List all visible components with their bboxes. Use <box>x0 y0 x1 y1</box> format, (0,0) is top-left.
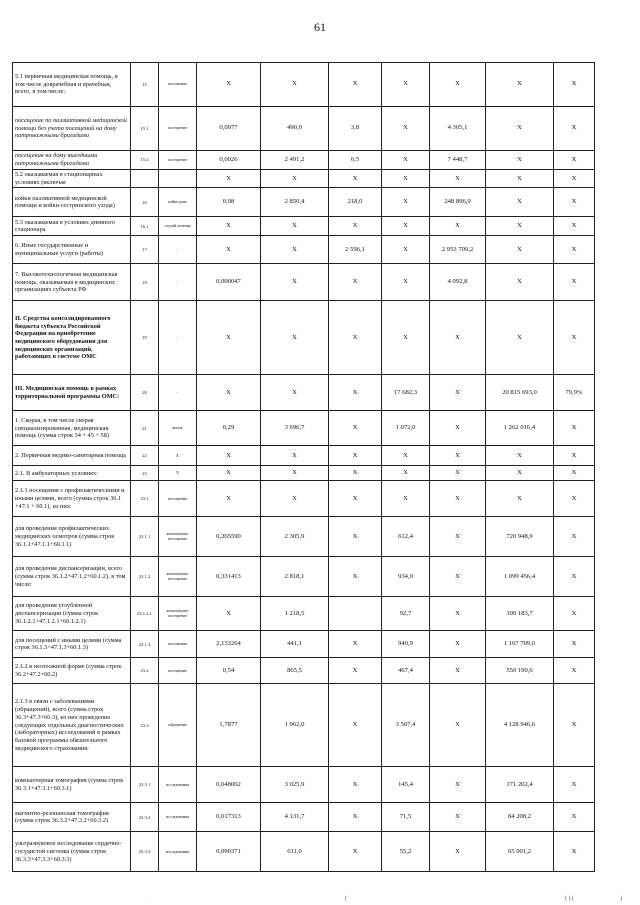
value-cell: X <box>382 264 430 301</box>
unit-cell: комплексное посещение <box>159 597 197 631</box>
row-name-cell: 2.1.3 в связи с заболеваниями (обращений), всего (сумма строк 36.3+47.3+60.3), из них проведение следующих отдельных диагностических (лабораторных) исследований в рамках базовой программы обязательного медицинского страхования: <box>13 684 131 767</box>
unit-cell: - <box>159 264 197 301</box>
value-cell: X <box>430 832 486 872</box>
value-cell: X <box>554 466 595 481</box>
table-row <box>13 446 595 466</box>
footer-mark: ( ) ( <box>565 896 574 902</box>
value-cell: X <box>261 301 329 375</box>
value-cell: X <box>554 264 595 301</box>
row-code-cell: 23.1 <box>131 481 159 517</box>
value-cell: X <box>382 481 430 517</box>
value-cell: X <box>197 301 261 375</box>
unit-cell: вызов <box>159 411 197 446</box>
table-row <box>13 466 595 481</box>
value-cell: 84 208,2 <box>486 803 554 832</box>
row-name-cell: посещение по паллиативной медицинской помощи без учета посещений на дому патронажными бригадами <box>13 107 131 151</box>
value-cell: X <box>197 466 261 481</box>
value-cell: X <box>329 170 382 188</box>
value-cell: X <box>329 631 382 658</box>
row-code-cell: 23.1.2 <box>131 557 159 597</box>
table-row <box>13 236 595 264</box>
row-name-cell: 6. Иные государственные и муниципальные услуги (работы) <box>13 236 131 264</box>
value-cell: 2 953 709,2 <box>430 236 486 264</box>
value-cell: X <box>554 217 595 236</box>
table-row <box>13 107 595 151</box>
table-row <box>13 63 595 107</box>
value-cell: X <box>382 236 430 264</box>
value-cell: X <box>430 481 486 517</box>
row-name-cell: 5.1 первичная медицинская помощь, в том числе доврачебная и врачебная, всего, в том числе: <box>13 63 131 107</box>
value-cell: 2 850,4 <box>261 188 329 217</box>
footer-mark: ( <box>345 896 347 902</box>
value-cell: 2 305,9 <box>261 517 329 557</box>
value-cell: X <box>329 375 382 411</box>
value-cell: 0,29 <box>197 411 261 446</box>
footer-marks <box>0 896 640 904</box>
table-row <box>13 301 595 375</box>
table-row <box>13 803 595 832</box>
value-cell: X <box>554 411 595 446</box>
table-row <box>13 557 595 597</box>
value-cell: 720 948,9 <box>486 517 554 557</box>
unit-cell: X <box>159 446 197 466</box>
value-cell: X <box>486 217 554 236</box>
unit-cell: посещение <box>159 107 197 151</box>
value-cell: 0,0026 <box>197 151 261 170</box>
row-code-cell: 22 <box>131 446 159 466</box>
value-cell: X <box>430 411 486 446</box>
row-code-cell: 23.3 <box>131 684 159 767</box>
row-code-cell: 16.1 <box>131 217 159 236</box>
value-cell: X <box>554 803 595 832</box>
row-code-cell: 15 <box>131 63 159 107</box>
row-code-cell: 18 <box>131 264 159 301</box>
value-cell: X <box>197 446 261 466</box>
value-cell: X <box>329 301 382 375</box>
value-cell: X <box>197 481 261 517</box>
value-cell: 17 682,3 <box>382 375 430 411</box>
value-cell: 55,2 <box>382 832 430 872</box>
value-cell: X <box>329 517 382 557</box>
value-cell: 2,133264 <box>197 631 261 658</box>
table-row <box>13 375 595 411</box>
value-cell: X <box>486 301 554 375</box>
unit-cell: койко-день <box>159 188 197 217</box>
value-cell: X <box>430 767 486 803</box>
table-row <box>13 264 595 301</box>
value-cell: X <box>554 597 595 631</box>
value-cell: X <box>554 236 595 264</box>
unit-cell: комплексное посещение <box>159 517 197 557</box>
unit-cell: посещения <box>159 481 197 517</box>
row-name-cell: 2.1.1 посещения с профилактическими и иными целями, всего (сумма строк 36.1 +47.1 + 60.1), из них: <box>13 481 131 517</box>
value-cell: X <box>261 63 329 107</box>
value-cell: X <box>197 375 261 411</box>
table-row <box>13 684 595 767</box>
value-cell: X <box>197 236 261 264</box>
value-cell: X <box>197 217 261 236</box>
value-cell: X <box>382 170 430 188</box>
value-cell: X <box>554 557 595 597</box>
value-cell: 3,8 <box>329 107 382 151</box>
value-cell: X <box>261 264 329 301</box>
value-cell: X <box>329 63 382 107</box>
value-cell: 1 072,0 <box>382 411 430 446</box>
value-cell: 1 218,5 <box>261 597 329 631</box>
row-name-cell: для проведения диспансеризации, всего (сумма строк 36.1.2+47.1.2+60.1.2), в том числе: <box>13 557 131 597</box>
value-cell: X <box>554 170 595 188</box>
value-cell: 92,7 <box>382 597 430 631</box>
row-code-cell: 23.3.3 <box>131 832 159 872</box>
value-cell: X <box>329 466 382 481</box>
unit-cell: обращение <box>159 684 197 767</box>
value-cell: X <box>430 631 486 658</box>
value-cell: 145,4 <box>382 767 430 803</box>
value-cell: 3 025,9 <box>261 767 329 803</box>
value-cell: 611,0 <box>261 832 329 872</box>
value-cell: 4 092,8 <box>430 264 486 301</box>
value-cell: 865,5 <box>261 658 329 684</box>
unit-cell: исследования <box>159 767 197 803</box>
row-code-cell: 16 <box>131 188 159 217</box>
value-cell: X <box>382 151 430 170</box>
value-cell: X <box>486 446 554 466</box>
value-cell: X <box>329 264 382 301</box>
value-cell <box>329 597 382 631</box>
value-cell: X <box>382 446 430 466</box>
value-cell: X <box>430 375 486 411</box>
row-name-cell: III. Медицинская помощь в рамках территориальной программы ОМС: <box>13 375 131 411</box>
value-cell: 218,0 <box>329 188 382 217</box>
row-name-cell: 5.2 оказываемая в стационарных условиях (включая <box>13 170 131 188</box>
value-cell: 2 491,2 <box>261 151 329 170</box>
value-cell: X <box>554 481 595 517</box>
value-cell: 934,0 <box>382 557 430 597</box>
value-cell: X <box>329 767 382 803</box>
unit-cell: посещение <box>159 151 197 170</box>
value-cell: X <box>430 170 486 188</box>
value-cell: X <box>261 375 329 411</box>
value-cell: 1 107 709,6 <box>486 631 554 658</box>
value-cell: 3 507,4 <box>382 684 430 767</box>
row-code-cell: 15.2 <box>131 151 159 170</box>
value-cell: 0,017313 <box>197 803 261 832</box>
row-code-cell: 23.3.2 <box>131 803 159 832</box>
table-row <box>13 597 595 631</box>
value-cell: X <box>261 446 329 466</box>
table-row <box>13 217 595 236</box>
value-cell: 2 818,1 <box>261 557 329 597</box>
row-code-cell: 17 <box>131 236 159 264</box>
value-cell: 2 596,1 <box>329 236 382 264</box>
value-cell: 248 896,9 <box>430 188 486 217</box>
value-cell: 79,9% <box>554 375 595 411</box>
row-name-cell: II. Средства консолидированного бюджета субъекта Российской Федерации на приобретение медицинского оборудования для медицинских организаций, работающих в системе ОМС <box>13 301 131 375</box>
row-name-cell: 2. Первичная медико-санитарная помощь <box>13 446 131 466</box>
row-name-cell: для посещений с иными целями (сумма строк 36.1.3+47.1.3+60.1.3) <box>13 631 131 658</box>
value-cell: X <box>554 767 595 803</box>
budget-table <box>12 62 595 872</box>
table-row <box>13 832 595 872</box>
value-cell: X <box>554 151 595 170</box>
value-cell: X <box>261 236 329 264</box>
unit-cell: комплексное посещение <box>159 557 197 597</box>
value-cell: X <box>430 446 486 466</box>
value-cell: 0,090371 <box>197 832 261 872</box>
value-cell: X <box>554 631 595 658</box>
row-code-cell: 21 <box>131 411 159 446</box>
row-code-cell: 23.1.2.1 <box>131 597 159 631</box>
value-cell: X <box>430 517 486 557</box>
value-cell: 1 262 016,4 <box>486 411 554 446</box>
value-cell: 467,4 <box>382 658 430 684</box>
value-cell: X <box>554 832 595 872</box>
value-cell: X <box>430 466 486 481</box>
row-code-cell: 20 <box>131 375 159 411</box>
value-cell: X <box>382 107 430 151</box>
value-cell: 20 815 693,0 <box>486 375 554 411</box>
value-cell: X <box>554 107 595 151</box>
unit-cell: - <box>159 301 197 375</box>
value-cell: X <box>486 236 554 264</box>
value-cell: 6,5 <box>329 151 382 170</box>
value-cell: X <box>261 170 329 188</box>
row-name-cell: компьютерная томография (сумма строк 36.3.1+47.3.1+60.3.1) <box>13 767 131 803</box>
unit-cell: исследования <box>159 832 197 872</box>
unit-cell: посещение <box>159 658 197 684</box>
value-cell: X <box>329 658 382 684</box>
row-name-cell: 7. Высокотехнологичная медицинская помощь, оказываемая в медицинских организациях субъекта РФ <box>13 264 131 301</box>
value-cell: 4 305,1 <box>430 107 486 151</box>
table-body <box>13 63 595 872</box>
value-cell: 71,5 <box>382 803 430 832</box>
value-cell: X <box>430 658 486 684</box>
row-name-cell: 2.1.2 в неотложной форме (сумма строк 36.2+47.2+60.2) <box>13 658 131 684</box>
unit-cell: - <box>159 375 197 411</box>
value-cell: X <box>329 217 382 236</box>
table-row <box>13 517 595 557</box>
value-cell: X <box>329 557 382 597</box>
table-row <box>13 767 595 803</box>
row-code-cell: 23.2 <box>131 658 159 684</box>
unit-cell: посещение <box>159 63 197 107</box>
value-cell: 0,000047 <box>197 264 261 301</box>
value-cell: X <box>554 63 595 107</box>
row-code-cell <box>131 170 159 188</box>
value-cell: 3 696,7 <box>261 411 329 446</box>
table-row <box>13 170 595 188</box>
footer-mark: ) <box>620 896 622 902</box>
value-cell: X <box>430 684 486 767</box>
row-name-cell: койки паллиативной медицинской помощи и койки сестринского ухода) <box>13 188 131 217</box>
row-code-cell: 23.3.1 <box>131 767 159 803</box>
row-name-cell: магнитно-резонансная томография (сумма строк 36.3.2+47.3.2+60.3.2) <box>13 803 131 832</box>
table-row <box>13 481 595 517</box>
value-cell: 4 131,7 <box>261 803 329 832</box>
value-cell: X <box>430 803 486 832</box>
value-cell: X <box>486 151 554 170</box>
value-cell: X <box>486 63 554 107</box>
value-cell: X <box>329 684 382 767</box>
value-cell: X <box>329 832 382 872</box>
value-cell: X <box>261 481 329 517</box>
table-row <box>13 151 595 170</box>
row-name-cell: 2.1. В амбулаторных условиях: <box>13 466 131 481</box>
value-cell: X <box>554 684 595 767</box>
unit-cell: - <box>159 236 197 264</box>
value-cell: 1,7877 <box>197 684 261 767</box>
value-cell: X <box>554 446 595 466</box>
value-cell: 490,0 <box>261 107 329 151</box>
table-row <box>13 411 595 446</box>
value-cell: 940,9 <box>382 631 430 658</box>
value-cell: X <box>197 170 261 188</box>
value-cell: X <box>261 466 329 481</box>
row-code-cell: 23.1.3 <box>131 631 159 658</box>
value-cell: 65 001,2 <box>486 832 554 872</box>
value-cell: X <box>554 301 595 375</box>
value-cell: X <box>261 217 329 236</box>
value-cell: 550 190,6 <box>486 658 554 684</box>
value-cell: X <box>197 597 261 631</box>
value-cell: 7 448,7 <box>430 151 486 170</box>
value-cell: X <box>554 658 595 684</box>
value-cell: X <box>197 63 261 107</box>
value-cell: X <box>382 217 430 236</box>
row-name-cell: 5.3 оказываемая в условиях дневного стационара <box>13 217 131 236</box>
row-code-cell: 19 <box>131 301 159 375</box>
page-number: 61 <box>314 20 326 34</box>
value-cell: 0,0077 <box>197 107 261 151</box>
row-code-cell: 15.1 <box>131 107 159 151</box>
value-cell: 612,4 <box>382 517 430 557</box>
table-row <box>13 658 595 684</box>
value-cell: 0,048062 <box>197 767 261 803</box>
value-cell: X <box>430 217 486 236</box>
row-name-cell: для проведения профилактических медицинских осмотров (сумма строк 36.1.1+47.1.1+60.1.1) <box>13 517 131 557</box>
unit-cell <box>159 170 197 188</box>
value-cell: X <box>382 466 430 481</box>
unit-cell: случай лечения <box>159 217 197 236</box>
value-cell: 0,54 <box>197 658 261 684</box>
value-cell: 1 962,0 <box>261 684 329 767</box>
value-cell: X <box>486 188 554 217</box>
value-cell: X <box>329 803 382 832</box>
value-cell: X <box>430 301 486 375</box>
row-name-cell: посещения на дому выездными патронажными бригадами <box>13 151 131 170</box>
value-cell: X <box>329 411 382 446</box>
row-name-cell: для проведения углубленной диспансеризации (сумма строк 36.1.2.1+47.1.2.1+60.1.2.1) <box>13 597 131 631</box>
value-cell: 0,08 <box>197 188 261 217</box>
value-cell: X <box>329 446 382 466</box>
value-cell: X <box>329 481 382 517</box>
value-cell: X <box>486 170 554 188</box>
table-row <box>13 188 595 217</box>
unit-cell: исследования <box>159 803 197 832</box>
row-name-cell: 1. Скорая, в том числе скорая специализированная, медицинская помощь (сумма строк 34 + 45 + 58) <box>13 411 131 446</box>
value-cell: 171 202,4 <box>486 767 554 803</box>
value-cell: X <box>430 63 486 107</box>
value-cell: X <box>486 264 554 301</box>
value-cell: 109 183,7 <box>486 597 554 631</box>
value-cell: X <box>382 301 430 375</box>
value-cell: 0,331413 <box>197 557 261 597</box>
table-row <box>13 631 595 658</box>
row-code-cell: 23.1.1 <box>131 517 159 557</box>
value-cell: X <box>382 188 430 217</box>
value-cell: 0,265590 <box>197 517 261 557</box>
row-name-cell: ультразвуковое исследование сердечно-сосудистой системы (сумма строк 36.3.3+47.3.3+60.3.3) <box>13 832 131 872</box>
value-cell: X <box>430 557 486 597</box>
value-cell: X <box>486 466 554 481</box>
value-cell: X <box>486 107 554 151</box>
value-cell: 1 099 456,4 <box>486 557 554 597</box>
value-cell: X <box>486 481 554 517</box>
value-cell: 4 128 946,6 <box>486 684 554 767</box>
value-cell: X <box>554 188 595 217</box>
value-cell: X <box>382 63 430 107</box>
footer-mark: . <box>148 896 150 902</box>
unit-cell: X <box>159 466 197 481</box>
unit-cell: посещения <box>159 631 197 658</box>
value-cell: X <box>430 597 486 631</box>
value-cell: X <box>554 517 595 557</box>
value-cell: 441,1 <box>261 631 329 658</box>
row-code-cell: 23 <box>131 466 159 481</box>
